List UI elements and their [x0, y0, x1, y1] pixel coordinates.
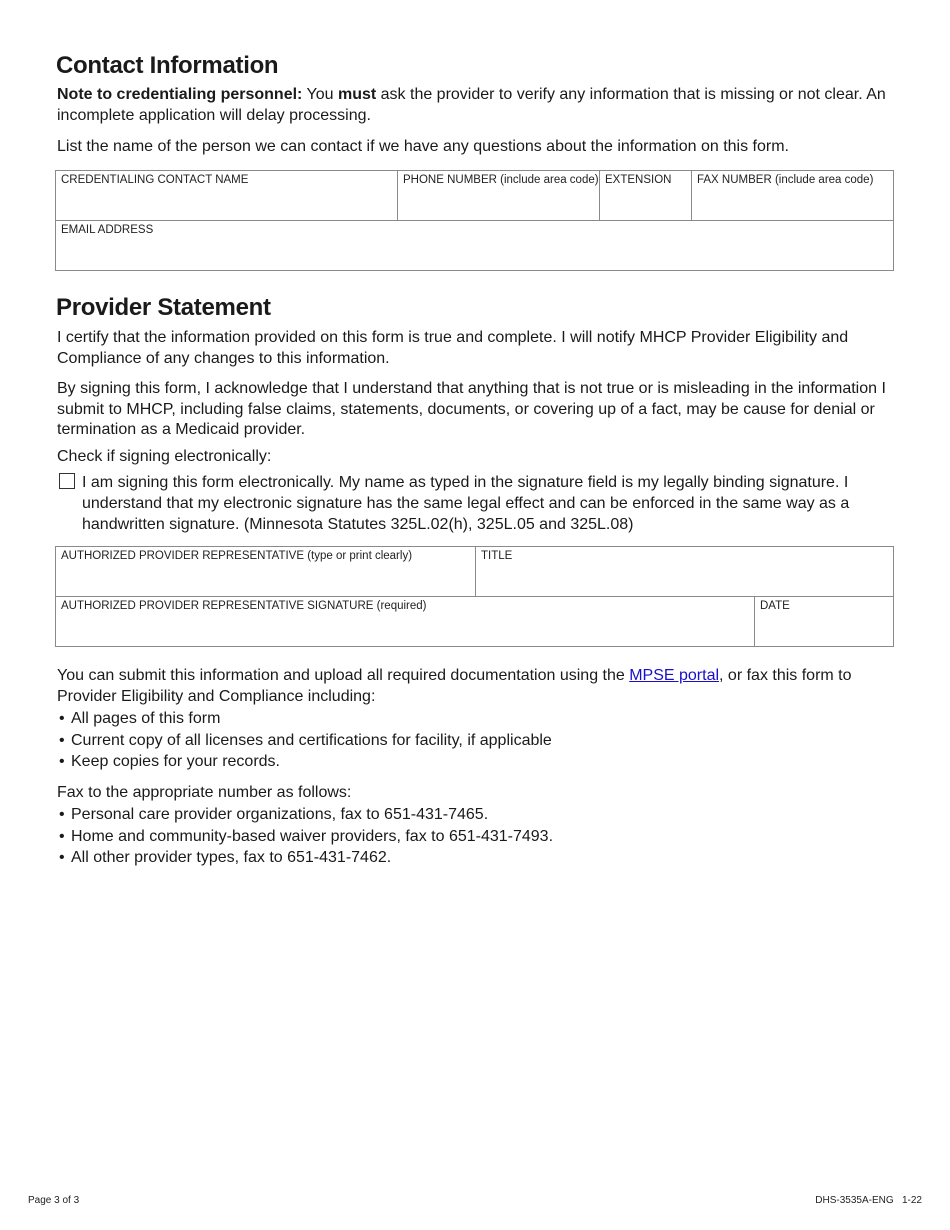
title-field[interactable]: [476, 547, 893, 596]
note-must: must: [337, 86, 377, 103]
list-item: • All other provider types, fax to 651-431-7462.: [57, 847, 553, 869]
contact-information-heading: Contact Information: [56, 52, 279, 79]
contact-name-label: CREDENTIALING CONTACT NAME: [61, 174, 249, 186]
contact-name-field[interactable]: [56, 171, 398, 220]
signature-table-row: [56, 597, 893, 646]
note-label: Note to credentialing personnel:: [57, 86, 303, 103]
representative-signature-field[interactable]: [56, 597, 755, 646]
contact-instruction: List the name of the person we can contact if we have any questions about the information on this form.: [57, 138, 789, 155]
note-pre: You: [302, 86, 338, 103]
submit-intro-post: , or fax this form to Provider Eligibility and Compliance including:: [57, 667, 852, 705]
contact-table: [55, 170, 894, 271]
representative-name-field[interactable]: [56, 547, 476, 596]
extension-label: EXTENSION: [605, 174, 672, 186]
list-item: • Current copy of all licenses and certifications for facility, if applicable: [57, 730, 552, 752]
fax-number-label: FAX NUMBER (include area code): [697, 174, 874, 186]
fax-number-field[interactable]: [692, 171, 893, 220]
contact-table-row: [56, 171, 893, 221]
certify-statement: I certify that the information provided on this form is true and complete. I will notify MHCP Provider Eligibility and Compliance of any changes to this information.: [57, 329, 849, 367]
list-item: • Keep copies for your records.: [57, 751, 552, 773]
list-item: • Personal care provider organizations, fax to 651-431-7465.: [57, 804, 553, 826]
extension-field[interactable]: [600, 171, 692, 220]
electronic-signature-checkbox[interactable]: [59, 473, 75, 489]
email-address-field[interactable]: [56, 221, 893, 270]
contact-table-row: [56, 221, 893, 270]
acknowledge-statement: By signing this form, I acknowledge that I understand that anything that is not true or is misleading in the information I submit to MHCP, including false claims, statements, documents, or covering up of a fact, may be cause for denial or termination as a Medicaid provider.: [57, 380, 886, 438]
provider-statement-heading: Provider Statement: [56, 294, 271, 321]
check-prompt: Check if signing electronically:: [57, 448, 272, 465]
date-field[interactable]: [755, 597, 893, 646]
title-label: TITLE: [481, 550, 513, 562]
submit-list: [57, 708, 552, 773]
list-item: • Home and community-based waiver providers, fax to 651-431-7493.: [57, 826, 553, 848]
date-label: DATE: [760, 600, 790, 612]
representative-signature-label: AUTHORIZED PROVIDER REPRESENTATIVE SIGNATURE (required): [61, 600, 427, 612]
submit-instructions: [57, 666, 899, 707]
fax-intro: Fax to the appropriate number as follows:: [57, 784, 352, 801]
page-number: Page 3 of 3: [28, 1195, 80, 1206]
email-address-label: EMAIL ADDRESS: [61, 224, 154, 236]
mpse-portal-link[interactable]: MPSE portal: [629, 667, 720, 684]
representative-name-label: AUTHORIZED PROVIDER REPRESENTATIVE (type or print clearly): [61, 550, 413, 562]
electronic-signature-statement: I am signing this form electronically. My name as typed in the signature field is my legally binding signature. I understand that my electronic signature has the same legal effect and can be enforced in the same way as a handwritten signature. (Minnesota Statutes 325L.02(h), 325L.05 and 325L.08): [82, 474, 850, 533]
note-post: ask the provider to verify any information that is missing or not clear. An incomplete application will delay processing.: [57, 86, 886, 124]
form-id: DHS-3535A-ENG 1-22: [815, 1195, 922, 1206]
signature-table: [55, 546, 894, 647]
fax-list: [57, 804, 553, 869]
phone-number-field[interactable]: [398, 171, 600, 220]
phone-number-label: PHONE NUMBER (include area code): [403, 174, 599, 186]
list-item: • All pages of this form: [57, 708, 552, 730]
signature-table-row: [56, 547, 893, 597]
credentialing-note: [57, 85, 899, 126]
submit-intro-pre: You can submit this information and upload all required documentation using the: [57, 667, 630, 684]
